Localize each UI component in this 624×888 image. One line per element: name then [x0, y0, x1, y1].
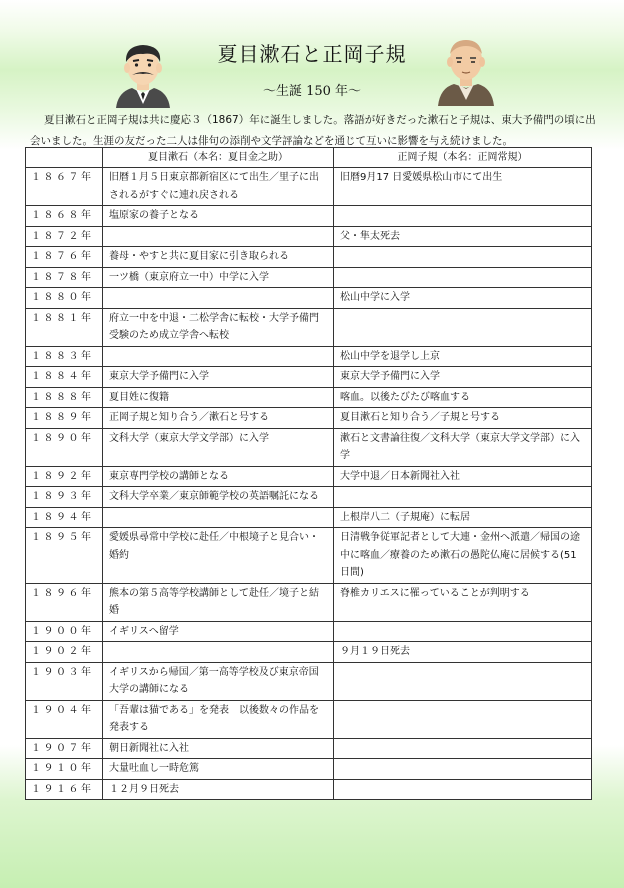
shiki-cell — [334, 738, 592, 759]
year-cell: １８８４年 — [26, 367, 103, 388]
soseki-cell: 大量吐血し一時危篤 — [103, 759, 334, 780]
year-cell: １９０７年 — [26, 738, 103, 759]
shiki-cell: 漱石と文書論往復／文科大学（東京大学文学部）に入学 — [334, 428, 592, 466]
year-cell: １９０２年 — [26, 642, 103, 663]
year-cell: １８８３年 — [26, 346, 103, 367]
soseki-cell — [103, 226, 334, 247]
page-subtitle: ～生誕 150 年～ — [262, 84, 362, 99]
shiki-cell — [334, 779, 592, 800]
table-row — [26, 779, 592, 800]
soseki-cell: 養母・やすと共に夏目家に引き取られる — [103, 247, 334, 268]
table-row — [26, 583, 592, 621]
table-row — [26, 642, 592, 663]
soseki-cell: 正岡子規と知り合う／漱石と号する — [103, 408, 334, 429]
table-row — [26, 346, 592, 367]
table-row — [26, 528, 592, 584]
shiki-cell: ９月１９日死去 — [334, 642, 592, 663]
soseki-cell: 府立一中を中退・二松学舎に転校・大学予備門受験のため成立学舎へ転校 — [103, 308, 334, 346]
year-cell: １８８８年 — [26, 387, 103, 408]
year-cell: １８９３年 — [26, 487, 103, 508]
shiki-cell — [334, 267, 592, 288]
table-row — [26, 621, 592, 642]
table-row — [26, 168, 592, 206]
soseki-cell: イギリスへ留学 — [103, 621, 334, 642]
timeline-table — [25, 147, 592, 800]
soseki-cell: 旧暦１月５日東京都新宿区にて出生／里子に出されるがすぐに連れ戻される — [103, 168, 334, 206]
soseki-cell: 夏目姓に復籍 — [103, 387, 334, 408]
table-row — [26, 408, 592, 429]
shiki-cell — [334, 206, 592, 227]
table-row — [26, 507, 592, 528]
shiki-cell: 喀血。以後たびたび喀血する — [334, 387, 592, 408]
year-cell: １８７８年 — [26, 267, 103, 288]
table-row — [26, 308, 592, 346]
soseki-cell: 「吾輩は猫である」を発表 以後数々の作品を発表する — [103, 700, 334, 738]
year-cell: １８９６年 — [26, 583, 103, 621]
shiki-cell — [334, 759, 592, 780]
intro-paragraph: 夏目漱石と正岡子規は共に慶応３（1867）年に誕生しました。落語が好きだった漱石と子規は、東大予備門の頃に出会いました。生涯の友だった二人は俳句の添削や文学評論などを通じて互いに影響を与え続けました。 — [30, 114, 596, 147]
shiki-cell: 上根岸八二（子規庵）に転居 — [334, 507, 592, 528]
year-cell: １９０３年 — [26, 662, 103, 700]
table-row — [26, 738, 592, 759]
shiki-cell — [334, 621, 592, 642]
soseki-cell: 一ツ橋（東京府立一中）中学に入学 — [103, 267, 334, 288]
table-row — [26, 387, 592, 408]
shiki-cell — [334, 487, 592, 508]
table-row — [26, 487, 592, 508]
year-cell: １８６７年 — [26, 168, 103, 206]
table-row — [26, 759, 592, 780]
soseki-cell: 熊本の第５高等学校講師として赴任／境子と結婚 — [103, 583, 334, 621]
soseki-cell — [103, 507, 334, 528]
soseki-cell: 愛媛県尋常中学校に赴任／中根境子と見合い・婚約 — [103, 528, 334, 584]
soseki-column-header: 夏目漱石（本名：夏目金之助） — [103, 148, 334, 168]
soseki-cell: 文科大学（東京大学文学部）に入学 — [103, 428, 334, 466]
page-title: 夏目漱石と正岡子規 — [217, 42, 407, 66]
shiki-cell: 松山中学に入学 — [334, 288, 592, 309]
soseki-cell: 東京専門学校の講師となる — [103, 466, 334, 487]
table-row — [26, 226, 592, 247]
year-cell: １８８０年 — [26, 288, 103, 309]
soseki-cell: 塩原家の養子となる — [103, 206, 334, 227]
year-cell: １８６８年 — [26, 206, 103, 227]
shiki-cell: 脊椎カリエスに罹っていることが判明する — [334, 583, 592, 621]
soseki-cell — [103, 642, 334, 663]
soseki-cell: 朝日新聞社に入社 — [103, 738, 334, 759]
year-cell: １９００年 — [26, 621, 103, 642]
shiki-cell: 大学中退／日本新聞社入社 — [334, 466, 592, 487]
soseki-cell: １２月９日死去 — [103, 779, 334, 800]
table-row — [26, 662, 592, 700]
year-cell: １８８１年 — [26, 308, 103, 346]
soseki-cell: 文科大学卒業／東京師範学校の英語嘱託になる — [103, 487, 334, 508]
shiki-cell: 旧暦9月17 日愛媛県松山市にて出生 — [334, 168, 592, 206]
shiki-cell: 父・隼太死去 — [334, 226, 592, 247]
soseki-cell: イギリスから帰国／第一高等学校及び東京帝国大学の講師になる — [103, 662, 334, 700]
year-column-header — [26, 148, 103, 168]
soseki-cell — [103, 288, 334, 309]
shiki-cell: 松山中学を退学し上京 — [334, 346, 592, 367]
table-row — [26, 466, 592, 487]
shiki-cell: 夏目漱石と知り合う／子規と号する — [334, 408, 592, 429]
soseki-cell: 東京大学予備門に入学 — [103, 367, 334, 388]
year-cell: １９１６年 — [26, 779, 103, 800]
table-row — [26, 700, 592, 738]
shiki-cell — [334, 308, 592, 346]
table-header-row — [26, 148, 592, 168]
table-row — [26, 247, 592, 268]
shiki-cell: 東京大学予備門に入学 — [334, 367, 592, 388]
shiki-cell — [334, 662, 592, 700]
year-cell: １８９４年 — [26, 507, 103, 528]
year-cell: １８９５年 — [26, 528, 103, 584]
shiki-cell: 日清戦争従軍記者として大連・金州へ派遣／帰国の途中に喀血／療養のため漱石の愚陀仏庵に居候する(51 日間) — [334, 528, 592, 584]
year-cell: １８８９年 — [26, 408, 103, 429]
table-row — [26, 367, 592, 388]
year-cell: １９０４年 — [26, 700, 103, 738]
shiki-cell — [334, 700, 592, 738]
year-cell: １８７６年 — [26, 247, 103, 268]
table-row — [26, 288, 592, 309]
year-cell: １８７２年 — [26, 226, 103, 247]
table-row — [26, 428, 592, 466]
soseki-cell — [103, 346, 334, 367]
shiki-column-header: 正岡子規（本名：正岡常規） — [334, 148, 592, 168]
table-row — [26, 206, 592, 227]
table-row — [26, 267, 592, 288]
year-cell: １８９０年 — [26, 428, 103, 466]
year-cell: １９１０年 — [26, 759, 103, 780]
year-cell: １８９２年 — [26, 466, 103, 487]
shiki-cell — [334, 247, 592, 268]
